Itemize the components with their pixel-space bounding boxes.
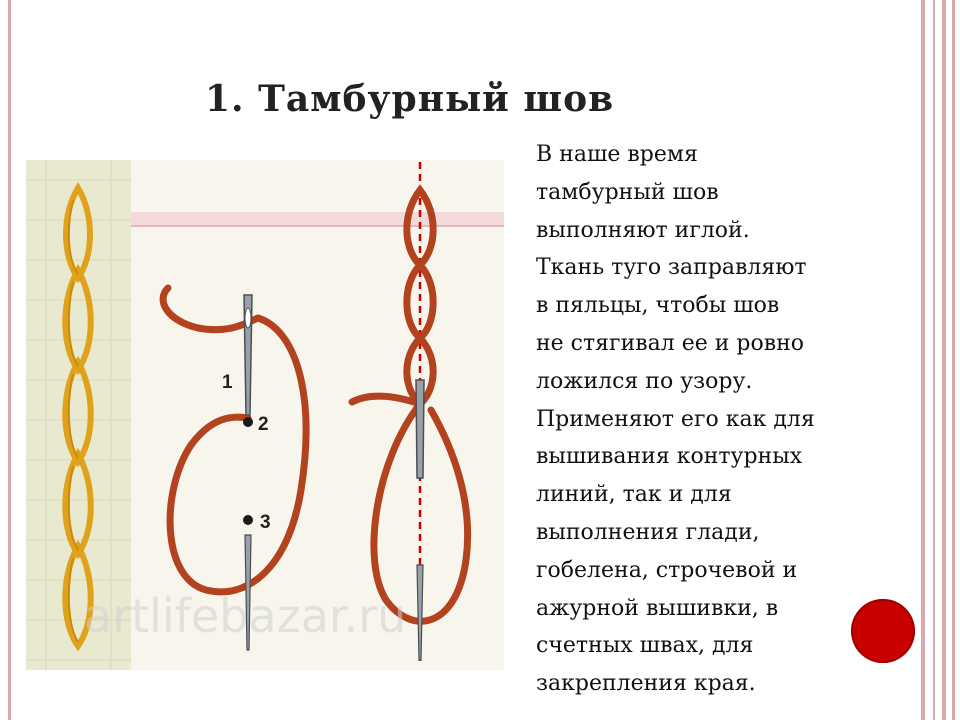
point-label-2: 2: [258, 414, 269, 435]
text-line: В наше время: [536, 142, 698, 167]
text-line: ложился по узору.: [536, 368, 753, 394]
text-line: в пяльцы, чтобы шов: [536, 293, 780, 319]
right-frame-line: [933, 0, 935, 720]
right-frame-line: [952, 0, 955, 720]
text-line: тамбурный шов: [536, 179, 719, 205]
text-line: выполнения глади,: [536, 519, 760, 545]
point-label-3: 3: [260, 512, 271, 533]
point-3-marker: [243, 515, 253, 525]
text-line: не стягивал ее и ровно: [536, 330, 805, 356]
text-line: гобелена, строчевой и: [536, 557, 798, 583]
right-frame-line: [921, 0, 925, 720]
text-line: вышивания контурных: [536, 444, 803, 470]
slide-title: 1. Тамбурный шов: [205, 78, 615, 120]
point-label-1: 1: [222, 372, 233, 393]
watermark-text: artlifebazar.ru: [84, 589, 407, 643]
text-line: Ткань туго заправляют: [536, 255, 807, 281]
text-line: ажурной вышивки, в: [536, 595, 779, 621]
chain-stitch-illustration: [26, 160, 504, 670]
fabric-edge-band: [131, 212, 504, 226]
text-line: линий, так и для: [536, 482, 732, 508]
left-frame-line: [8, 0, 11, 720]
text-line: Применяют его как для: [536, 406, 815, 432]
text-line: закрепления края.: [536, 671, 756, 697]
text-line: счетных швах, для: [536, 633, 754, 659]
right-frame-line: [942, 0, 946, 720]
text-line: выполняют иглой.: [536, 217, 750, 243]
decorative-red-circle: [851, 599, 915, 663]
point-2-marker: [243, 417, 253, 427]
needle-icon: [416, 380, 424, 478]
